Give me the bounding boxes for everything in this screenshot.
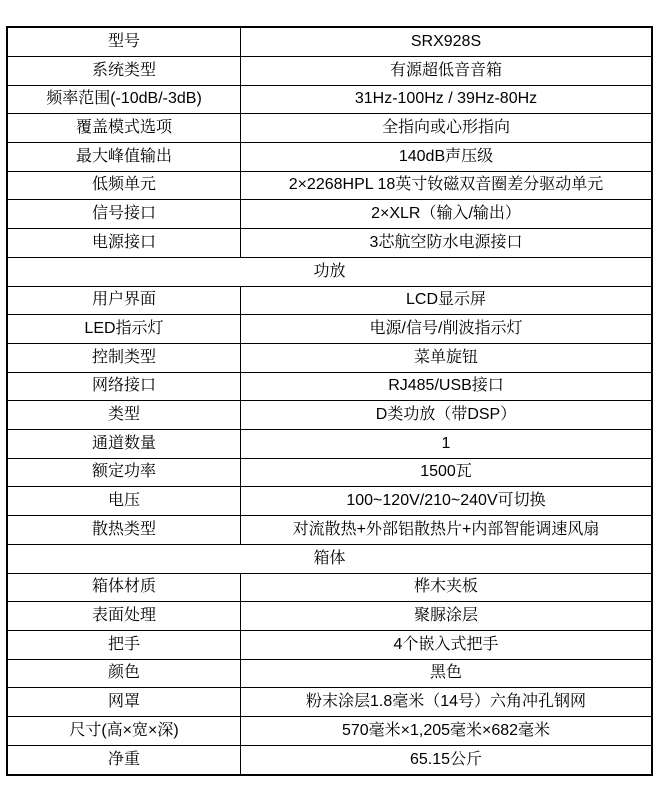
spec-value: 电源/信号/削波指示灯 <box>241 315 653 344</box>
spec-label: 频率范围(-10dB/-3dB) <box>7 85 241 114</box>
spec-row <box>7 516 652 545</box>
spec-value: 1500瓦 <box>241 458 653 487</box>
spec-row <box>7 200 652 229</box>
spec-label: 表面处理 <box>7 602 241 631</box>
spec-value: 有源超低音音箱 <box>241 56 653 85</box>
spec-row <box>7 171 652 200</box>
spec-label: 通道数量 <box>7 430 241 459</box>
spec-label: 额定功率 <box>7 458 241 487</box>
spec-value: 100~120V/210~240V可切换 <box>241 487 653 516</box>
spec-value: 3芯航空防水电源接口 <box>241 229 653 258</box>
spec-row <box>7 114 652 143</box>
spec-row <box>7 56 652 85</box>
section-label: 功放 <box>313 262 346 280</box>
spec-value: 2×XLR（输入/输出） <box>241 200 653 229</box>
spec-value: 聚脲涂层 <box>241 602 653 631</box>
spec-label: 电压 <box>7 487 241 516</box>
spec-label: 箱体材质 <box>7 573 241 602</box>
spec-row <box>7 573 652 602</box>
spec-row <box>7 602 652 631</box>
spec-row <box>7 343 652 372</box>
spec-value: 65.15公斤 <box>241 745 653 775</box>
spec-row <box>7 229 652 258</box>
spec-value: 菜单旋钮 <box>241 343 653 372</box>
spec-label: 散热类型 <box>7 516 241 545</box>
spec-row <box>7 372 652 401</box>
spec-label: 最大峰值输出 <box>7 143 241 172</box>
spec-value: LCD显示屏 <box>241 286 653 315</box>
spec-value: 2×2268HPL 18英寸钕磁双音圈差分驱动单元 <box>241 171 653 200</box>
spec-label: 型号 <box>7 27 241 56</box>
spec-value: 4个嵌入式把手 <box>241 631 653 660</box>
spec-value: 1 <box>241 430 653 459</box>
spec-label: 颜色 <box>7 659 241 688</box>
spec-row <box>7 315 652 344</box>
spec-value: RJ485/USB接口 <box>241 372 653 401</box>
spec-value: 140dB声压级 <box>241 143 653 172</box>
spec-row <box>7 659 652 688</box>
section-row <box>7 544 652 573</box>
spec-label: 尺寸(高×宽×深) <box>7 717 241 746</box>
spec-label: 电源接口 <box>7 229 241 258</box>
spec-value: 全指向或心形指向 <box>241 114 653 143</box>
spec-value: 黑色 <box>241 659 653 688</box>
spec-table-body <box>7 27 652 775</box>
spec-row <box>7 85 652 114</box>
spec-label: 净重 <box>7 745 241 775</box>
spec-label: 用户界面 <box>7 286 241 315</box>
spec-row <box>7 27 652 56</box>
spec-label: 类型 <box>7 401 241 430</box>
spec-label: 信号接口 <box>7 200 241 229</box>
spec-value: SRX928S <box>241 27 653 56</box>
section-label: 箱体 <box>313 549 346 567</box>
section-cell <box>7 544 652 573</box>
spec-label: 网罩 <box>7 688 241 717</box>
spec-label: 覆盖模式选项 <box>7 114 241 143</box>
spec-value: 570毫米×1,205毫米×682毫米 <box>241 717 653 746</box>
spec-label: LED指示灯 <box>7 315 241 344</box>
spec-row <box>7 401 652 430</box>
spec-row <box>7 487 652 516</box>
spec-row <box>7 458 652 487</box>
spec-label: 把手 <box>7 631 241 660</box>
spec-row <box>7 631 652 660</box>
spec-row <box>7 717 652 746</box>
spec-label: 控制类型 <box>7 343 241 372</box>
spec-label: 低频单元 <box>7 171 241 200</box>
spec-row <box>7 286 652 315</box>
spec-value: D类功放（带DSP） <box>241 401 653 430</box>
spec-value: 对流散热+外部铝散热片+内部智能调速风扇 <box>241 516 653 545</box>
spec-value: 粉末涂层1.8毫米（14号）六角冲孔钢网 <box>241 688 653 717</box>
section-row <box>7 257 652 286</box>
spec-row <box>7 430 652 459</box>
section-cell <box>7 257 652 286</box>
spec-value: 桦木夹板 <box>241 573 653 602</box>
spec-label: 网络接口 <box>7 372 241 401</box>
spec-label: 系统类型 <box>7 56 241 85</box>
spec-row <box>7 143 652 172</box>
spec-row <box>7 688 652 717</box>
product-spec-table <box>6 26 653 776</box>
spec-row <box>7 745 652 775</box>
spec-value: 31Hz-100Hz / 39Hz-80Hz <box>241 85 653 114</box>
